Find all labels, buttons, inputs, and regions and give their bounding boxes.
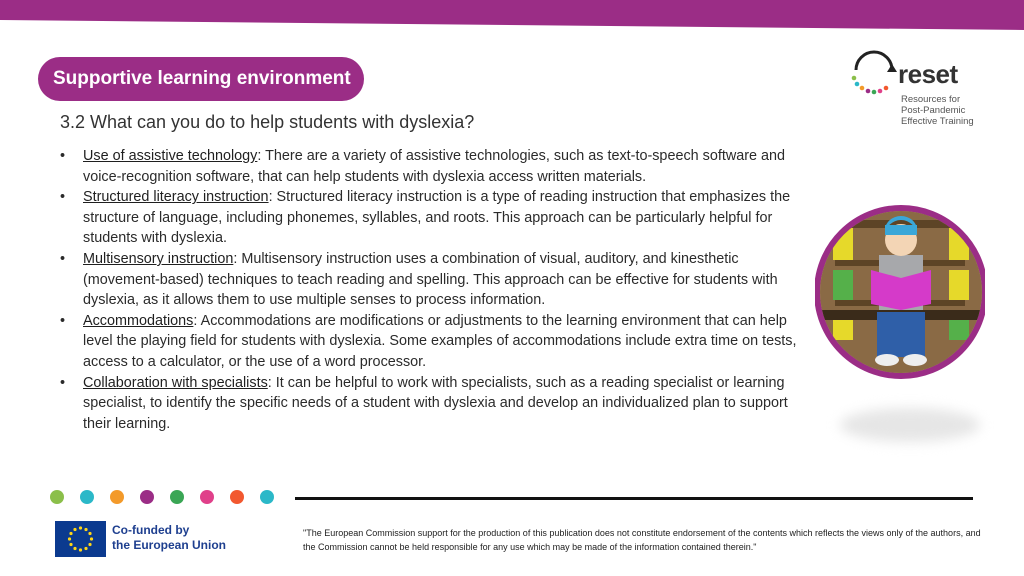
dot-darkgreen bbox=[170, 490, 184, 504]
strategy-list bbox=[60, 146, 800, 434]
top-banner bbox=[0, 0, 1024, 36]
dot-green bbox=[50, 490, 64, 504]
list-item: • Collaboration with specialists: It can be helpful to work with specialists, such as a reading specialist or learning specialist, to identify the specific needs of a student with dyslexia and develop an individualized plan to support their learning. bbox=[60, 374, 788, 432]
bullet-text: : There are a variety of assistive technologies, such as text-to-speech software and voice-recognition software, that can help students with dyslexia access written materials. bbox=[83, 148, 786, 185]
list-item: • Use of assistive technology: There are a variety of assistive technologies, such as text-to-speech software and voice-recognition software, that can help students with dyslexia access written materials. bbox=[60, 148, 786, 185]
bullet-text: : Multisensory instruction uses a combination of visual, auditory, and kinesthetic (movement-based) techniques to teach reading and spelling. This approach can be effective for students with dyslexia, as it allows them to use multiple senses to process information. bbox=[83, 250, 778, 309]
eu-flag-icon bbox=[55, 521, 106, 557]
decorative-shadow bbox=[840, 408, 980, 442]
bullet-term: Accommodations bbox=[83, 312, 194, 329]
dot-purple bbox=[140, 490, 154, 504]
dot-cyan-2 bbox=[260, 490, 274, 504]
disclaimer-text: "The European Commission support for the production of this publication does not constitute endorsement of the contents which reflects the views only of the authors, and the Commission cannot be held responsible for any use which may be made of the information contained therein." bbox=[303, 528, 981, 552]
logo-wordmark: reset bbox=[898, 59, 958, 89]
bullet-term: Structured literacy instruction bbox=[83, 189, 269, 206]
bullet-term: Collaboration with specialists bbox=[83, 374, 268, 391]
list-item: • Accommodations: Accommodations are modifications or adjustments to the learning environment that can help level the playing field for students with dyslexia. Some examples of accommodations include extra time on tests, access to a calculator, or the use of a word processor. bbox=[60, 312, 797, 370]
bullet-term: Use of assistive technology bbox=[83, 148, 258, 164]
logo-tagline: Resources for Post-Pandemic Effective Training bbox=[901, 94, 974, 127]
circular-arrow-icon bbox=[846, 42, 902, 98]
section-pill: Supportive learning environment bbox=[38, 57, 364, 101]
list-item: • Structured literacy instruction: Structured literacy instruction is a type of reading instruction that emphasizes the structure of language, including phonemes, syllables, and roots. This approach can be particularly helpful for students with dyslexia. bbox=[60, 189, 791, 247]
bullet-text: : Structured literacy instruction is a type of reading instruction that emphasizes the structure of language, including phonemes, syllables, and roots. This approach can be particularly helpful for students with dyslexia. bbox=[83, 189, 791, 247]
bullet-text: : It can be helpful to work with specialists, such as a reading specialist or learning specialist, to identify the specific needs of a student with dyslexia and develop an individualized plan to support their learning. bbox=[83, 374, 788, 432]
footer-divider bbox=[295, 497, 973, 500]
reset-logo bbox=[846, 42, 986, 132]
bullet-term: Multisensory instruction bbox=[83, 250, 234, 267]
dot-red bbox=[230, 490, 244, 504]
page-title: 3.2 What can you do to help students with dyslexia? bbox=[60, 112, 475, 132]
child-reading-illustration bbox=[815, 200, 985, 390]
dot-pink bbox=[200, 490, 214, 504]
eu-cofunded-label: Co-funded by the European Union bbox=[112, 523, 226, 552]
dot-orange bbox=[110, 490, 124, 504]
bullet-text: : Accommodations are modifications or adjustments to the learning environment that can help level the playing field for students with dyslexia. Some examples of accommodations include extra time on tests, access to a calculator, or the use of a word processor. bbox=[83, 312, 797, 370]
dot-cyan bbox=[80, 490, 94, 504]
list-item: • Multisensory instruction: Multisensory instruction uses a combination of visual, auditory, and kinesthetic (movement-based) techniques to teach reading and spelling. This approach can be effective for students with dyslexia, as it allows them to use multiple senses to process information. bbox=[60, 250, 778, 309]
